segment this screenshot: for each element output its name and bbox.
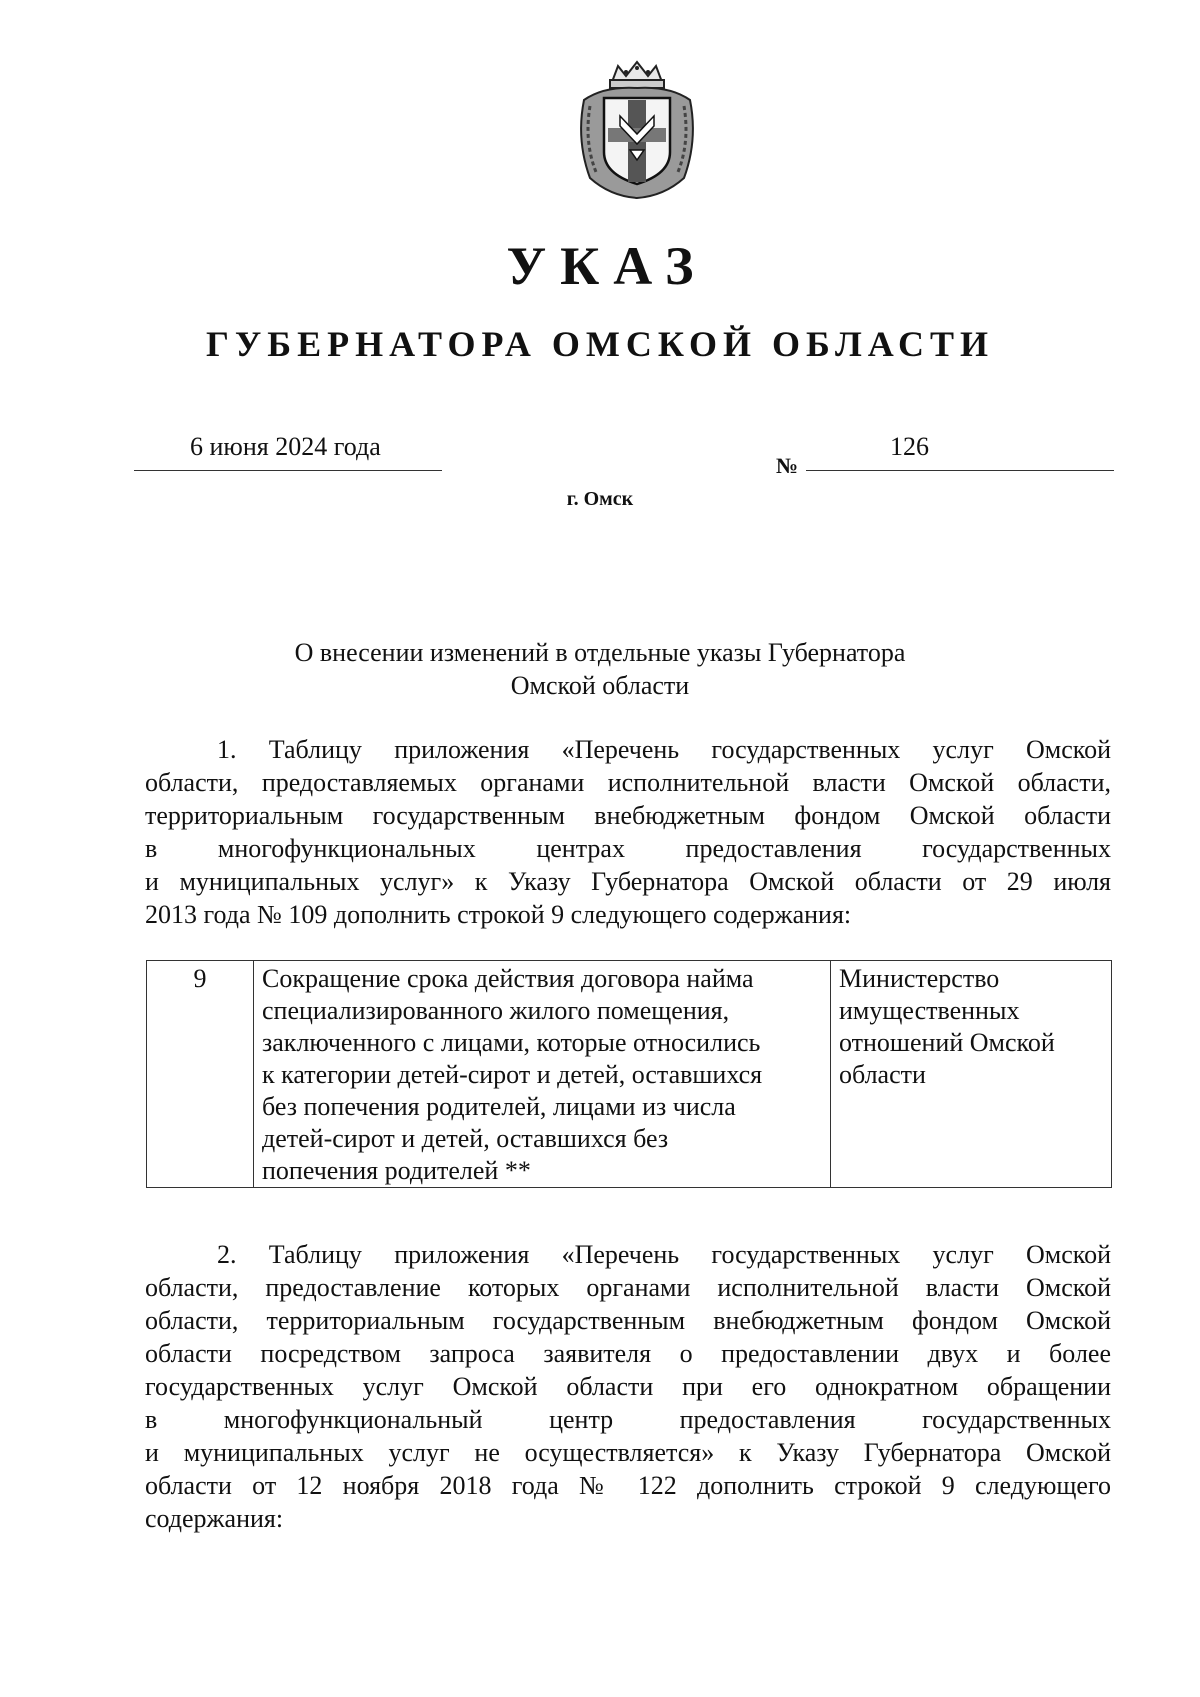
decree-subject (0, 636, 1200, 702)
paragraph-line: 2013 года № 109 дополнить строкой 9 следующего содержания: (145, 900, 852, 929)
paragraph-line: и муниципальных услуг» к Указу Губернатора Омской области от 29 июля (145, 867, 1111, 896)
cell-line: детей-сирот и детей, оставшихся без (262, 1124, 669, 1153)
document-type-title: УКАЗ (506, 236, 708, 296)
paragraph-line: области, территориальным государственным внебюджетным фондом Омской (145, 1306, 1111, 1335)
paragraph-line: в многофункциональных центрах предоставления государственных (145, 834, 1111, 863)
subject-line: О внесении изменений в отдельные указы Губернатора (294, 638, 906, 667)
paragraph-line: 1. Таблицу приложения «Перечень государственных услуг Омской (217, 735, 1111, 764)
subject-line: Омской области (510, 671, 690, 700)
paragraph-1 (145, 733, 1111, 931)
issuer-title: ГУБЕРНАТОРА ОМСКОЙ ОБЛАСТИ (205, 324, 995, 364)
cell-line: к категории детей-сирот и детей, оставшихся (262, 1060, 763, 1089)
cell-line: без попечения родителей, лицами из числа (262, 1092, 736, 1121)
cell-line: Сокращение срока действия договора найма (262, 964, 754, 993)
service-name-cell (254, 961, 831, 1188)
cell-line: отношений Омской (839, 1028, 1055, 1057)
cell-line: специализированного жилого помещения, (262, 996, 730, 1025)
paragraph-line: в многофункциональный центр предоставления государственных (145, 1405, 1111, 1434)
cell-line: имущественных (839, 996, 1020, 1025)
paragraph-line: и муниципальных услуг не осуществляется» к Указу Губернатора Омской (145, 1438, 1111, 1467)
cell-line: области (839, 1060, 926, 1089)
paragraph-line: области, предоставляемых органами исполнительной власти Омской области, (145, 768, 1111, 797)
cell-line: заключенного с лицами, которые относились (262, 1028, 761, 1057)
number-underline (806, 470, 1114, 471)
paragraph-2 (145, 1238, 1111, 1535)
authority-cell (831, 961, 1112, 1188)
decree-date: 6 июня 2024 года (190, 432, 381, 461)
cell-line: Министерство (839, 964, 1000, 993)
paragraph-line: 2. Таблицу приложения «Перечень государственных услуг Омской (217, 1240, 1111, 1269)
row-number-cell: 9 (147, 961, 254, 1188)
paragraph-line: содержания: (145, 1504, 284, 1533)
paragraph-line: территориальным государственным внебюджетным фондом Омской области (145, 801, 1111, 830)
coat-of-arms-emblem (570, 60, 704, 200)
amendment-table (146, 960, 1112, 1188)
number-sign: № (776, 453, 799, 478)
cell-line: попечения родителей ** (262, 1156, 531, 1185)
date-underline (134, 470, 442, 471)
decree-number: 126 (890, 432, 929, 461)
decree-city: г. Омск (566, 488, 634, 510)
table-row (147, 961, 1112, 1188)
paragraph-line: области посредством запроса заявителя о предоставлении двух и более (145, 1339, 1111, 1368)
paragraph-line: государственных услуг Омской области при его однократном обращении (145, 1372, 1111, 1401)
paragraph-line: области от 12 ноября 2018 года № 122 дополнить строкой 9 следующего (145, 1471, 1111, 1500)
paragraph-line: области, предоставление которых органами исполнительной власти Омской (145, 1273, 1111, 1302)
